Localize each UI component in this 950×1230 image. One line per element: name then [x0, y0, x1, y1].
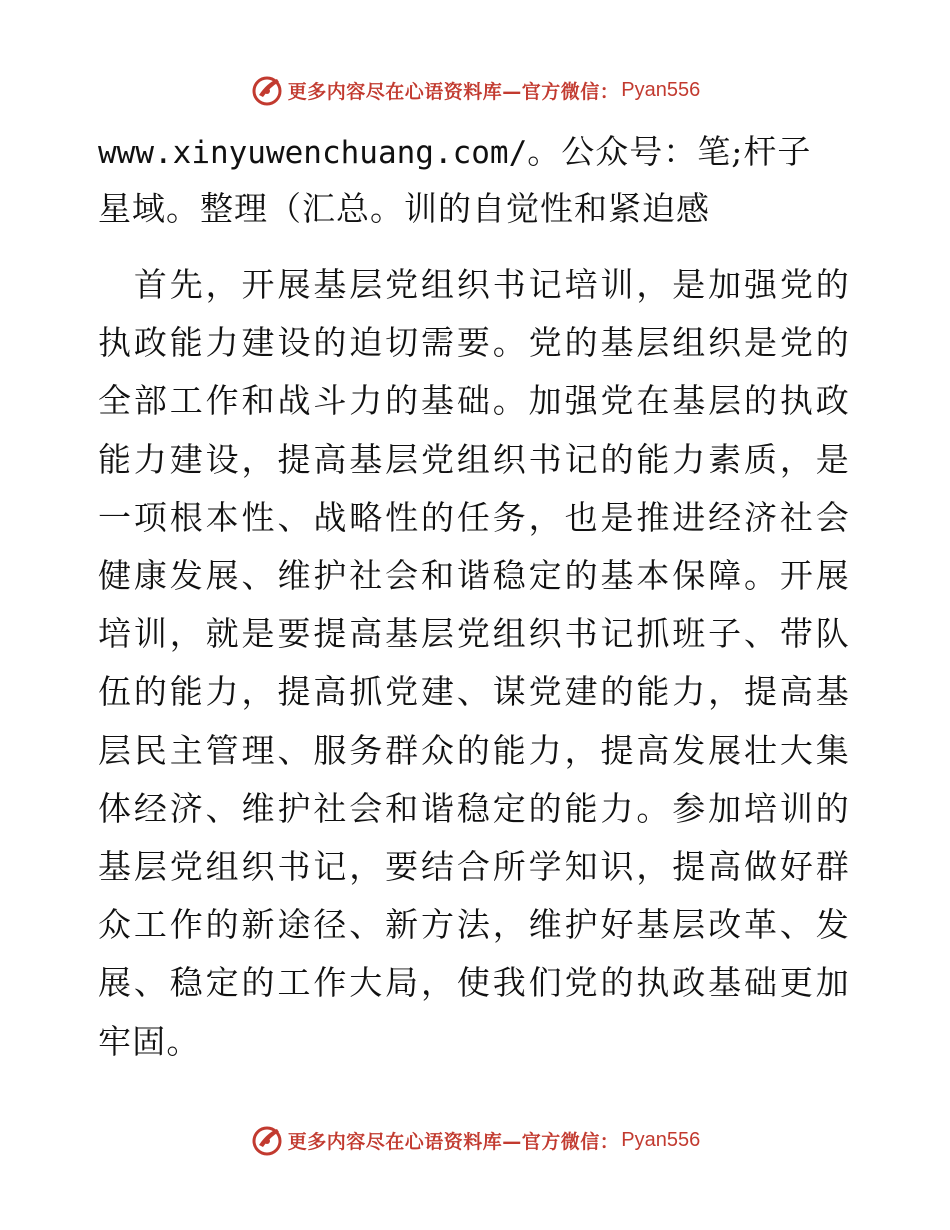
paragraph-text: 首先，开展基层党组织书记培训，是加强党的执政能力建设的迫切需要。党的基层组织是党的全部工作和战斗力的基础。加强党在基层的执政能力建设，提高基层党组织书记的能力素质，是一项根本性、战略性的任务，也是推进经济社会健康发展、维护社会和谐稳定的基本保障。开展培训，就是要提高基层党组织书记抓班子、带队伍的能力，提高抓党建、谋党建的能力，提高基层民主管理、服务群众的能力，提高发展壮大集体经济、维护社会和谐稳定的能力。参加培训的基层党组织书记，要结合所学知识，提高做好群众工作的新途径、新方法，维护好基层改革、发展、稳定的工作大局，使我们党的执政基础更加牢固。 — [98, 265, 850, 1061]
intro-text — [98, 124, 838, 237]
banner-text: 更多内容尽在心语资料库—官方微信： — [287, 1130, 620, 1153]
banner-text: 更多内容尽在心语资料库—官方微信： — [287, 80, 620, 103]
banner-wechat-id: Pyan556 — [621, 1128, 701, 1151]
banner-wechat-id: Pyan556 — [621, 78, 701, 101]
website-url: www.xinyuwenchuang.com/ — [98, 135, 528, 171]
footer-banner — [0, 1120, 950, 1160]
brand-logo-icon — [250, 73, 284, 107]
brand-logo-icon — [250, 1123, 284, 1157]
body-paragraph — [98, 256, 850, 1071]
intro-rest: 。公众号：笔;杆子星域。整理（汇总。训的自觉性和紧迫感 — [98, 132, 812, 228]
header-banner — [0, 70, 950, 110]
